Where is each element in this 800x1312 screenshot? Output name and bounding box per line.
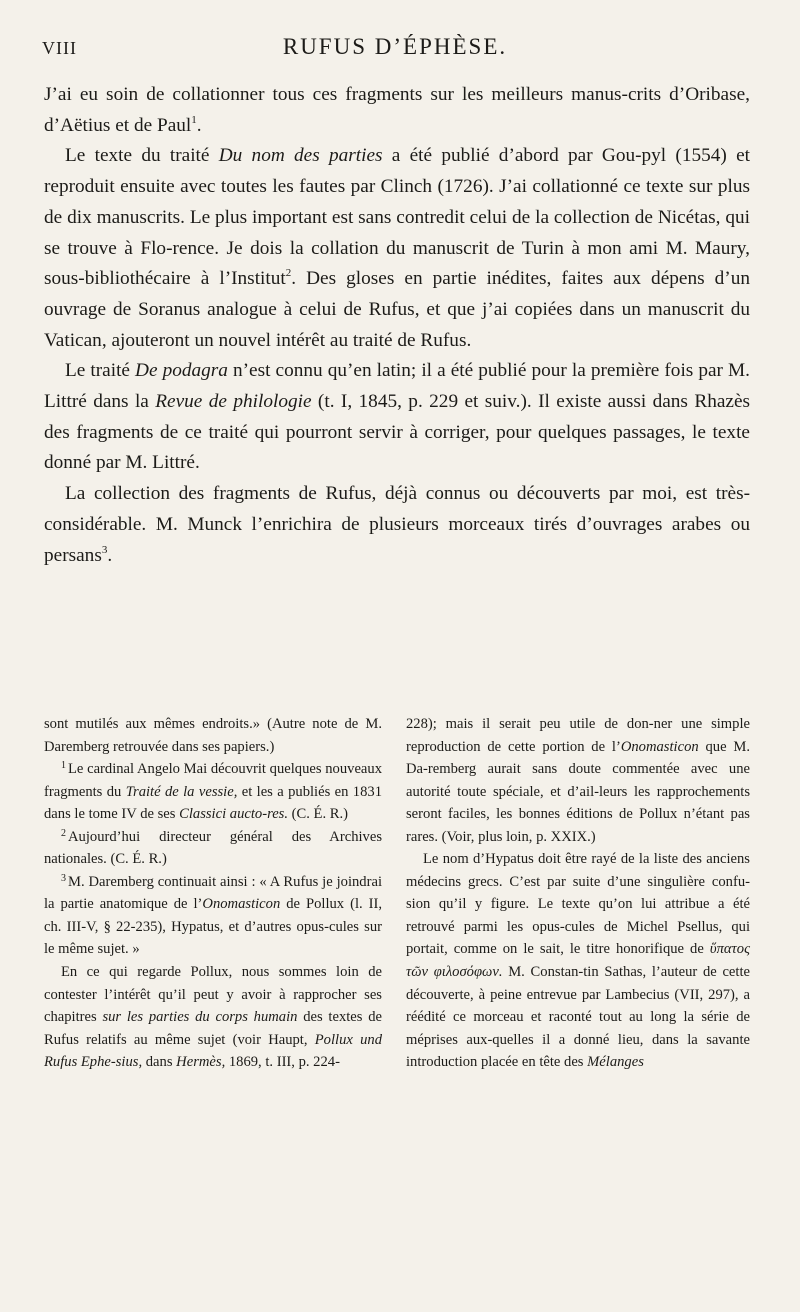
- italic-title: Hermès,: [176, 1054, 226, 1071]
- footnote-number: 1: [61, 760, 66, 772]
- text-run: Aujourd’hui directeur général des Archives nationales. (C. É. R.): [44, 828, 382, 868]
- text-run: .: [196, 114, 202, 136]
- page-number: VIII: [42, 38, 77, 58]
- footnote-ref-3: 3: [101, 543, 108, 556]
- footnote-hypatus: [406, 848, 750, 1073]
- text-run: (C. É. R.): [288, 806, 349, 823]
- footnote-3: [44, 871, 382, 961]
- paragraph-4: [44, 479, 750, 571]
- footnote-ref-2: 2: [285, 267, 292, 280]
- paragraph-3: [44, 356, 750, 479]
- footnote-ref-1: 1: [191, 113, 197, 126]
- text-run: et les a publiés en 1831 dans le tome IV de ses: [44, 783, 382, 823]
- footnote-2: [44, 826, 382, 871]
- italic-title: sur les parties du corps humain: [102, 1009, 298, 1026]
- text-run: En ce qui regarde Pollux, nous sommes loin de contester l’intérêt qu’il peut y avoir à rapprocher ses chapitres: [44, 964, 382, 1026]
- footnote-continuation: sont mutilés aux mêmes endroits.» (Autre note de M. Daremberg retrouvée dans ses papiers.): [44, 716, 382, 755]
- footnote-number: 3: [61, 872, 66, 884]
- italic-title: Du nom des parties: [218, 145, 383, 167]
- italic-title: De podagra: [135, 360, 228, 382]
- text-run: Le traité: [65, 360, 136, 382]
- italic-title: Revue de philologie: [155, 391, 312, 413]
- footnote-3-continued: [44, 961, 382, 1074]
- running-title: RUFUS D’ÉPHÈSE.: [282, 34, 508, 59]
- text-run: .: [107, 544, 113, 566]
- greek-title: ὕπατος τῶν φιλοσόφων.: [406, 941, 750, 981]
- text-run: n’est connu qu’en latin; il a été publié pour la première fois par M. Littré dans la: [44, 360, 750, 413]
- footnotes-right-column: [406, 713, 750, 1074]
- paragraph-2: [44, 141, 750, 356]
- footnote-number: 2: [61, 827, 66, 839]
- text-run: . Des gloses en partie inédites, faites aux dépens d’un ouvrage de Soranus analogue à celui de Rufus, et que j’ai copiées dans un manuscrit du Vatican, ajouteront un nouvel intérêt au traité de Rufus.: [44, 268, 750, 351]
- text-run: Le texte du traité: [65, 145, 219, 167]
- italic-title: Mélanges: [587, 1054, 644, 1071]
- text-run: de Pollux (l. II, ch. III-V, § 22-235), Hypatus, et d’autres opus-cules sur le même sujet. »: [44, 896, 382, 958]
- page-header: [40, 30, 750, 70]
- text-run: La collection des fragments de Rufus, déjà connus ou découverts par moi, est très-considérable. M. Munck l’enrichira de plusieurs morceaux tirés d’ouvrages arabes ou persans: [44, 483, 750, 566]
- italic-title: Onomasticon: [620, 738, 699, 755]
- text-run: a été publié d’abord par Gou-pyl (1554) et reproduit ensuite avec toutes les fautes par Clinch (1726). J’ai collationné ce texte sur plus de dix manuscrits. Le plus important est sans contredit celui de la collection de Nicétas, qui se trouve à Flo-rence. Je dois la collation du manuscrit de Turin à mon ami M. Maury, sous-bibliothécaire à l’Institut: [44, 145, 750, 290]
- text-run: que M. Da-remberg aurait sans doute commentée avec une autorité toute spéciale, et d’ail-leurs les rapprochements seront faciles, les bonnes éditions de Pollux n’étant pas rares. (Voir, plus loin, p. XXIX.): [406, 738, 751, 845]
- text-run: 228); mais il serait peu utile de don-ner une simple reproduction de cette portion de l’: [406, 716, 750, 755]
- footnote-3-continued-right: [406, 713, 750, 848]
- footnote-1: [44, 758, 382, 826]
- italic-title: Classici aucto-res.: [179, 806, 289, 823]
- text-run: (t. I, 1845, p. 229 et suiv.). Il existe aussi dans Rhazès des fragments de ce traité qui pourront servir à corriger, pour quelques passages, le texte donné par M. Littré.: [44, 391, 751, 474]
- text-run: 1869, t. III, p. 224-: [225, 1054, 340, 1071]
- text-run: M. Constan-tin Sathas, l’auteur de cette découverte, à peine entrevue par Lambecius (VII, 297), a réédité ce morceau et raconté tout au long la série de méprises aux-quelles il a donné lieu, dans la savante introduction placée en tête des: [406, 964, 751, 1071]
- text-run: des textes de Rufus relatifs au même sujet (voir Haupt,: [44, 1009, 382, 1048]
- italic-title: Onomasticon: [202, 896, 281, 913]
- paragraph-1: [44, 80, 750, 141]
- footnotes-left-column: [44, 713, 382, 1074]
- text-run: M. Daremberg continuait ainsi : « A Rufus je joindrai la partie anatomique de l’: [44, 873, 382, 913]
- text-run: Le nom d’Hypatus doit être rayé de la liste des anciens médecins grecs. C’est par suite d’une singulière confu-sion qu’il y figure. Le texte qu’on lui attribue a été retrouvé parmi les opus-cules de Michel Psellus, qui portait, comme on le sait, le titre honorifique de: [406, 851, 750, 958]
- text-run: Le cardinal Angelo Mai découvrit quelques nouveaux fragments du: [44, 761, 382, 800]
- text-run: dans: [142, 1054, 177, 1071]
- main-text: [44, 80, 750, 571]
- italic-title: Traité de la vessie,: [125, 783, 238, 800]
- text-run: J’ai eu soin de collationner tous ces fragments sur les meilleurs manus-crits d’Oribase, d’Aëtius et de Paul: [44, 84, 750, 136]
- italic-title: Pollux und Rufus Ephe-sius,: [44, 1031, 382, 1071]
